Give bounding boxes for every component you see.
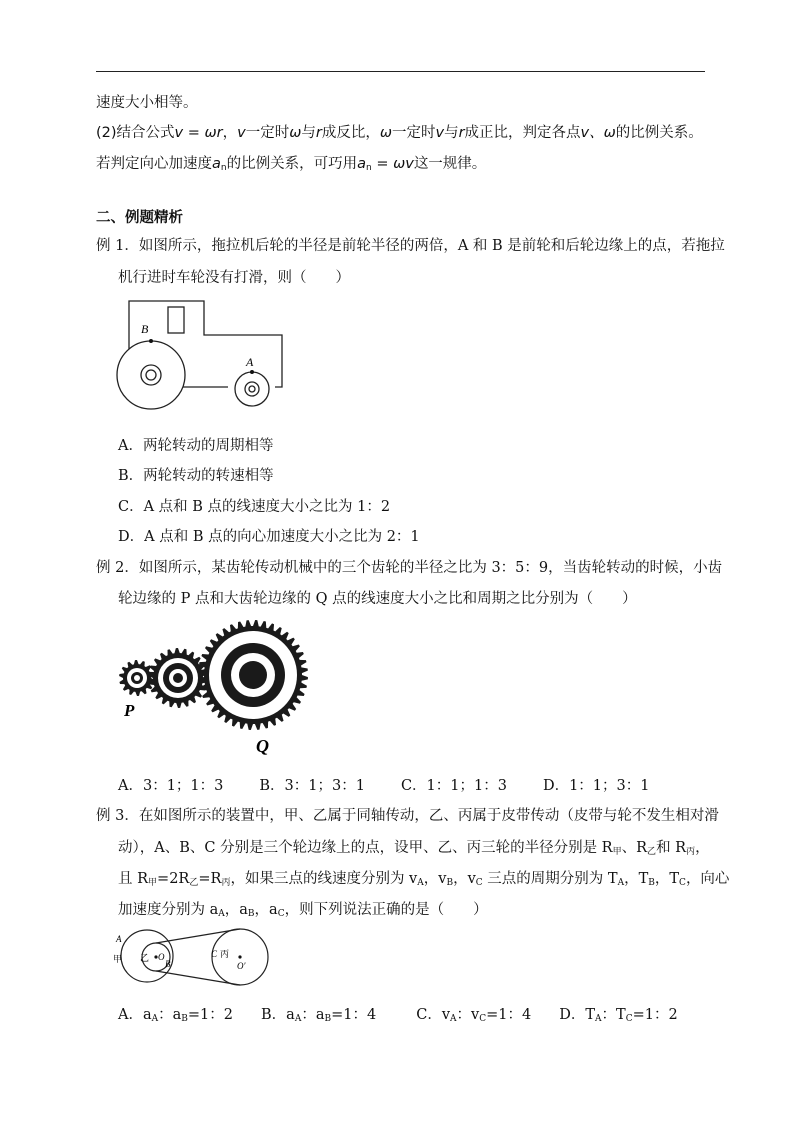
ex3-options — [118, 1005, 678, 1029]
small-gear-ring — [134, 675, 140, 681]
intro-line-2: (2)结合公式v = ωr，v一定时ω与r成反比，ω一定时v与r成正比，判定各点v、ω的比例关系。 — [96, 125, 703, 141]
label-a3: A — [116, 934, 122, 944]
ex1-option-a[interactable]: A．两轮转动的周期相等 — [118, 438, 274, 454]
label-o: O — [158, 952, 165, 962]
belt-drive-figure — [110, 926, 280, 986]
label-bing: 丙 — [220, 950, 230, 960]
belt-bottom — [156, 971, 240, 985]
tractor-figure — [110, 293, 290, 413]
tractor-window — [168, 307, 184, 333]
ex2-option-a[interactable]: A．3：1；1：3 — [118, 778, 224, 794]
label-a: A — [246, 355, 254, 369]
ex1-option-b[interactable]: B．两轮转动的转速相等 — [118, 468, 274, 484]
label-c3: C — [211, 949, 218, 959]
ex3-option-b[interactable]: B．$a_A$：$a_B=1$：4 — [261, 1007, 377, 1024]
label-b3: B — [165, 959, 171, 969]
ex3-stem-line-4: 加速度分别为 $a_A$，$a_B$，$a_C$，则下列说法正确的是（ ） — [118, 902, 488, 919]
large-gear-ring — [239, 661, 267, 689]
ex1-stem-line-2: 机行进时车轮没有打滑，则（ ） — [118, 270, 350, 286]
label-o2: O′ — [237, 961, 246, 971]
label-jia: 甲 — [113, 955, 123, 965]
point-a-dot — [250, 370, 254, 374]
ex2-stem-line-1: 例 2．如图所示，某齿轮传动机械中的三个齿轮的半径之比为 3：5：9，当齿轮转动的时候，小齿 — [96, 560, 723, 576]
ex2-option-b[interactable]: B．3：1；3：1 — [259, 778, 365, 794]
front-wheel — [235, 372, 269, 406]
ex3-stem-line-3: 且 $R_甲=2R_乙=R_丙$，如果三点的线速度分别为 $v_A$，$v_B$，$v_C$ 三点的周期分别为 $T_A$，$T_B$，$T_C$，向心 — [118, 871, 730, 888]
medium-gear-ring — [173, 673, 183, 683]
point-b-dot — [149, 339, 153, 343]
label-b: B — [141, 322, 149, 336]
ex1-stem-line-1: 例 1．如图所示，拖拉机后轮的半径是前轮半径的两倍，A 和 B 是前轮和后轮边缘上的点，若拖拉 — [96, 238, 725, 254]
ex2-stem-line-2: 轮边缘的 P 点和大齿轮边缘的 Q 点的线速度大小之比和周期之比分别为（ ） — [118, 591, 637, 607]
intro-line-1: 速度大小相等。 — [96, 95, 198, 111]
ex3-stem-line-1: 例 3．在如图所示的装置中，甲、乙属于同轴传动，乙、丙属于皮带传动（皮带与轮不发生相对滑 — [96, 808, 719, 824]
section-heading: 二、例题精析 — [96, 210, 183, 226]
ex3-option-c[interactable]: C．$v_A$：$v_C=1$：4 — [416, 1007, 532, 1024]
ex3-stem-line-2: 动），A、B、C 分别是三个轮边缘上的点，设甲、乙、丙三轮的半径分别是 $R_甲$、$R_乙$和 $R_丙$， — [118, 840, 710, 857]
ex2-option-c[interactable]: C．1：1；1：3 — [400, 778, 507, 794]
header-rule — [96, 71, 705, 72]
intro-line-3: 若判定向心加速度$a_n$的比例关系，可巧用$a_n = \omega v$这一规律。 — [96, 156, 487, 173]
ex1-option-c[interactable]: C．A 点和 B 点的线速度大小之比为 1：2 — [118, 499, 391, 515]
ex3-option-a[interactable]: A．$a_A$：$a_B=1$：2 — [118, 1007, 234, 1024]
ex2-options — [118, 776, 649, 796]
label-q: Q — [256, 736, 269, 756]
label-yi: 乙 — [140, 954, 150, 964]
axle-o2 — [238, 955, 241, 958]
ex1-option-d[interactable]: D．A 点和 B 点的向心加速度大小之比为 2：1 — [118, 529, 420, 545]
gears-figure — [110, 610, 320, 760]
rear-wheel — [117, 341, 185, 409]
label-p: P — [124, 701, 135, 720]
belt-top — [156, 929, 240, 943]
ex3-option-d[interactable]: D．$T_A$：$T_C=1$：2 — [559, 1007, 678, 1024]
ex2-option-d[interactable]: D．1：1；3：1 — [542, 778, 650, 794]
